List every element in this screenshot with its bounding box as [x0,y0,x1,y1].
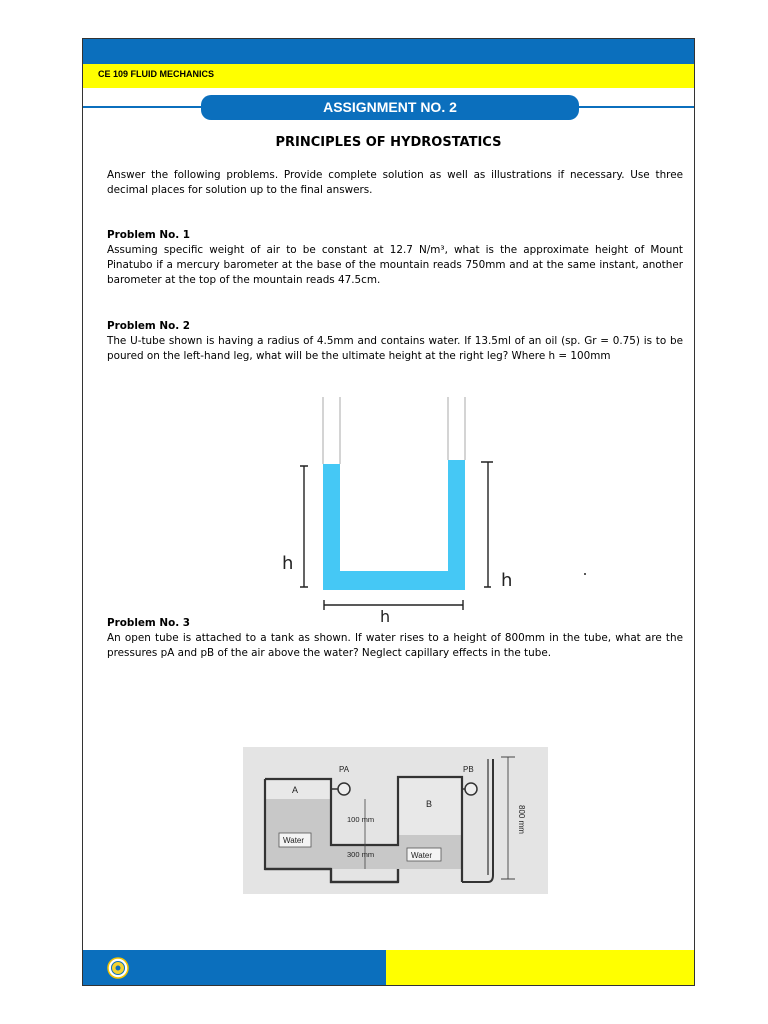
problem-1-title: Problem No. 1 [107,229,190,241]
gauge-a [338,783,350,795]
pa-label: PA [339,765,350,774]
dim-100-label: 100 mm [347,815,375,824]
university-seal-icon [107,957,129,979]
bottom-width-dimension [324,600,463,610]
problem-3 [107,616,683,661]
dim-800-line [501,757,515,879]
header-blue-band [83,39,694,64]
page-title: PRINCIPLES OF HYDROSTATICS [275,135,502,150]
tank-a-label: A [292,785,299,795]
right-height-dimension [481,462,493,587]
problem-1 [107,228,683,288]
problem-2 [107,319,683,364]
water-fill [323,460,465,590]
problem-2-text: The U-tube shown is having a radius of 4.5mm and contains water. If 13.5ml of an oil (sp. Gr = 0.75) is to be poured on the left-hand leg, what will be the ultimate height at the right leg? Where h = 100mm [107,335,683,362]
left-height-dimension [300,466,308,587]
u-tube-figure [268,394,598,624]
water-left-label: Water [283,836,305,845]
left-h-label: h [282,553,294,574]
assignment-banner: ASSIGNMENT NO. 2 [201,95,579,120]
problem-2-title: Problem No. 2 [107,320,190,332]
instructions: Answer the following problems. Provide complete solution as well as illustrations if necessary. Use three decimal places for solution up to the final answers. [107,169,683,196]
tank-diagram [243,747,548,894]
course-code: CE 109 FLUID MECHANICS [98,69,215,79]
pb-label: PB [463,765,474,774]
assignment-page [82,38,695,986]
problem-3-title: Problem No. 3 [107,617,190,629]
dim-800-label: 800 mm [517,805,526,834]
dim-300-label: 300 mm [347,850,375,859]
tank-figure [243,747,548,894]
problem-3-text: An open tube is attached to a tank as shown. If water rises to a height of 800mm in the tube, what are the pressures pA and pB of the air above the water? Neglect capillary effects in the tube. [107,632,683,659]
problem-1-text: Assuming specific weight of air to be constant at 12.7 N/m³, what is the approximate height of Mount Pinatubo if a mercury barometer at the base of the mountain reads 750mm and at the same instant, another barometer at the top of the mountain reads 47.5cm. [107,244,683,286]
water-right-label: Water [411,851,433,860]
stray-dot [584,573,586,575]
tank-b-label: B [426,799,433,809]
footer-yellow-band [386,950,694,985]
gauge-b [465,783,477,795]
right-h-label: h [501,570,513,591]
bottom-h-label: h [380,607,391,624]
